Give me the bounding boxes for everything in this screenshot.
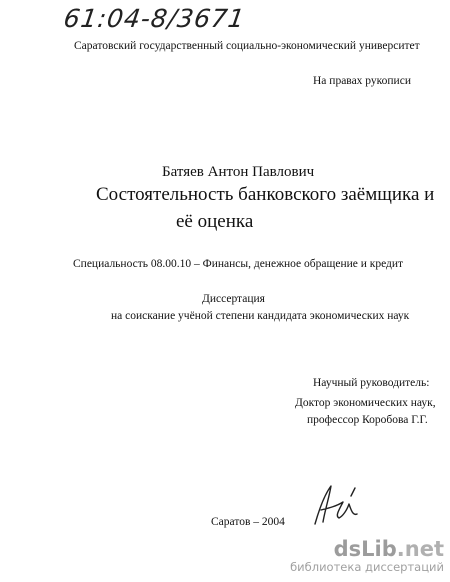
rights-note: На правах рукописи: [313, 75, 411, 87]
watermark-logo: dsLib.net: [333, 537, 444, 561]
title-line-2: её оценка: [176, 211, 254, 232]
author-name: Батяев Антон Павлович: [162, 164, 315, 180]
watermark: [290, 538, 444, 574]
catalog-number: 61:04-8/3671: [61, 4, 248, 33]
degree-line: на соискание учёной степени кандидата экономических наук: [111, 310, 410, 322]
watermark-subtitle: библиотека диссертаций: [290, 560, 444, 574]
title-line-1: Состоятельность банковского заёмщика и: [96, 184, 435, 205]
city-year: Саратов – 2004: [211, 516, 285, 528]
supervisor-label: Научный руководитель:: [313, 377, 430, 389]
supervisor-name: профессор Коробова Г.Г.: [307, 414, 428, 426]
specialty-line: Специальность 08.00.10 – Финансы, денежное обращение и кредит: [73, 258, 404, 270]
university-name: Саратовский государственный социально-экономический университет: [74, 40, 420, 52]
signature-mark: [309, 480, 365, 532]
dissertation-label: Диссертация: [202, 293, 265, 305]
supervisor-degree: Доктор экономических наук,: [295, 397, 436, 409]
